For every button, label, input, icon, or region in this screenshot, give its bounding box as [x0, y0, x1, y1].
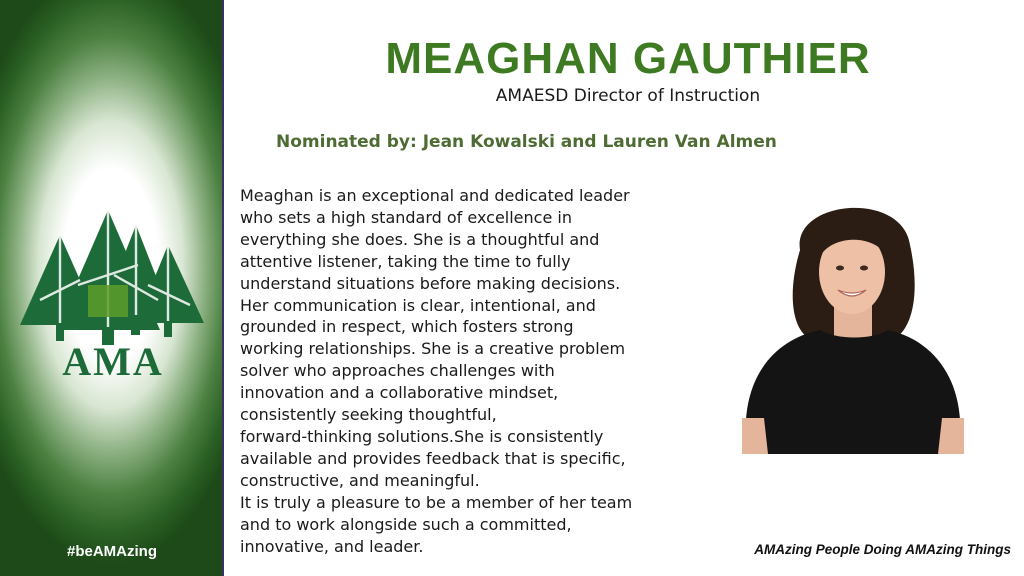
text-line: Her communication is clear, intentional, and [240, 295, 596, 315]
text-line: attentive listener, taking the time to fully [240, 251, 571, 271]
nominee-name: MEAGHAN GAUTHIER [385, 34, 871, 83]
text-line: consistently seeking thoughtful, [240, 405, 497, 425]
nominee-role: AMAESD Director of Instruction [495, 86, 761, 106]
text-line: understand situations before making decisions. [240, 273, 621, 293]
nomination-text [240, 185, 664, 557]
tagline: AMAzing People Doing AMAzing Things [754, 542, 1011, 557]
text-line: Meaghan is an exceptional and dedicated leader [240, 186, 630, 205]
left-decorative-panel [0, 0, 224, 576]
text-line: working relationships. She is a creative problem [240, 339, 626, 359]
logo-letters: AMA [62, 339, 164, 380]
text-line: innovative, and leader. [240, 536, 424, 556]
text-line: everything she does. She is a thoughtful and [240, 229, 600, 249]
text-line: and to work alongside such a committed, [240, 514, 572, 534]
text-line: forward-thinking solutions.She is consistently [240, 426, 604, 446]
text-line: who sets a high standard of excellence in [240, 207, 572, 227]
nominated-by: Nominated by: Jean Kowalski and Lauren Van Almen [276, 132, 777, 152]
text-line: solver who approaches challenges with [240, 361, 555, 381]
ama-trees-logo [18, 205, 208, 380]
text-line: available and provides feedback that is specific, [240, 448, 626, 468]
text-line: grounded in respect, which fosters strong [240, 317, 574, 337]
text-line: innovation and a collaborative mindset, [240, 383, 559, 403]
text-line: It is truly a pleasure to be a member of her team [240, 492, 633, 512]
hashtag-label: #beAMAzing [67, 543, 157, 560]
text-line: constructive, and meaningful. [240, 470, 480, 490]
nominee-photo [742, 190, 964, 454]
